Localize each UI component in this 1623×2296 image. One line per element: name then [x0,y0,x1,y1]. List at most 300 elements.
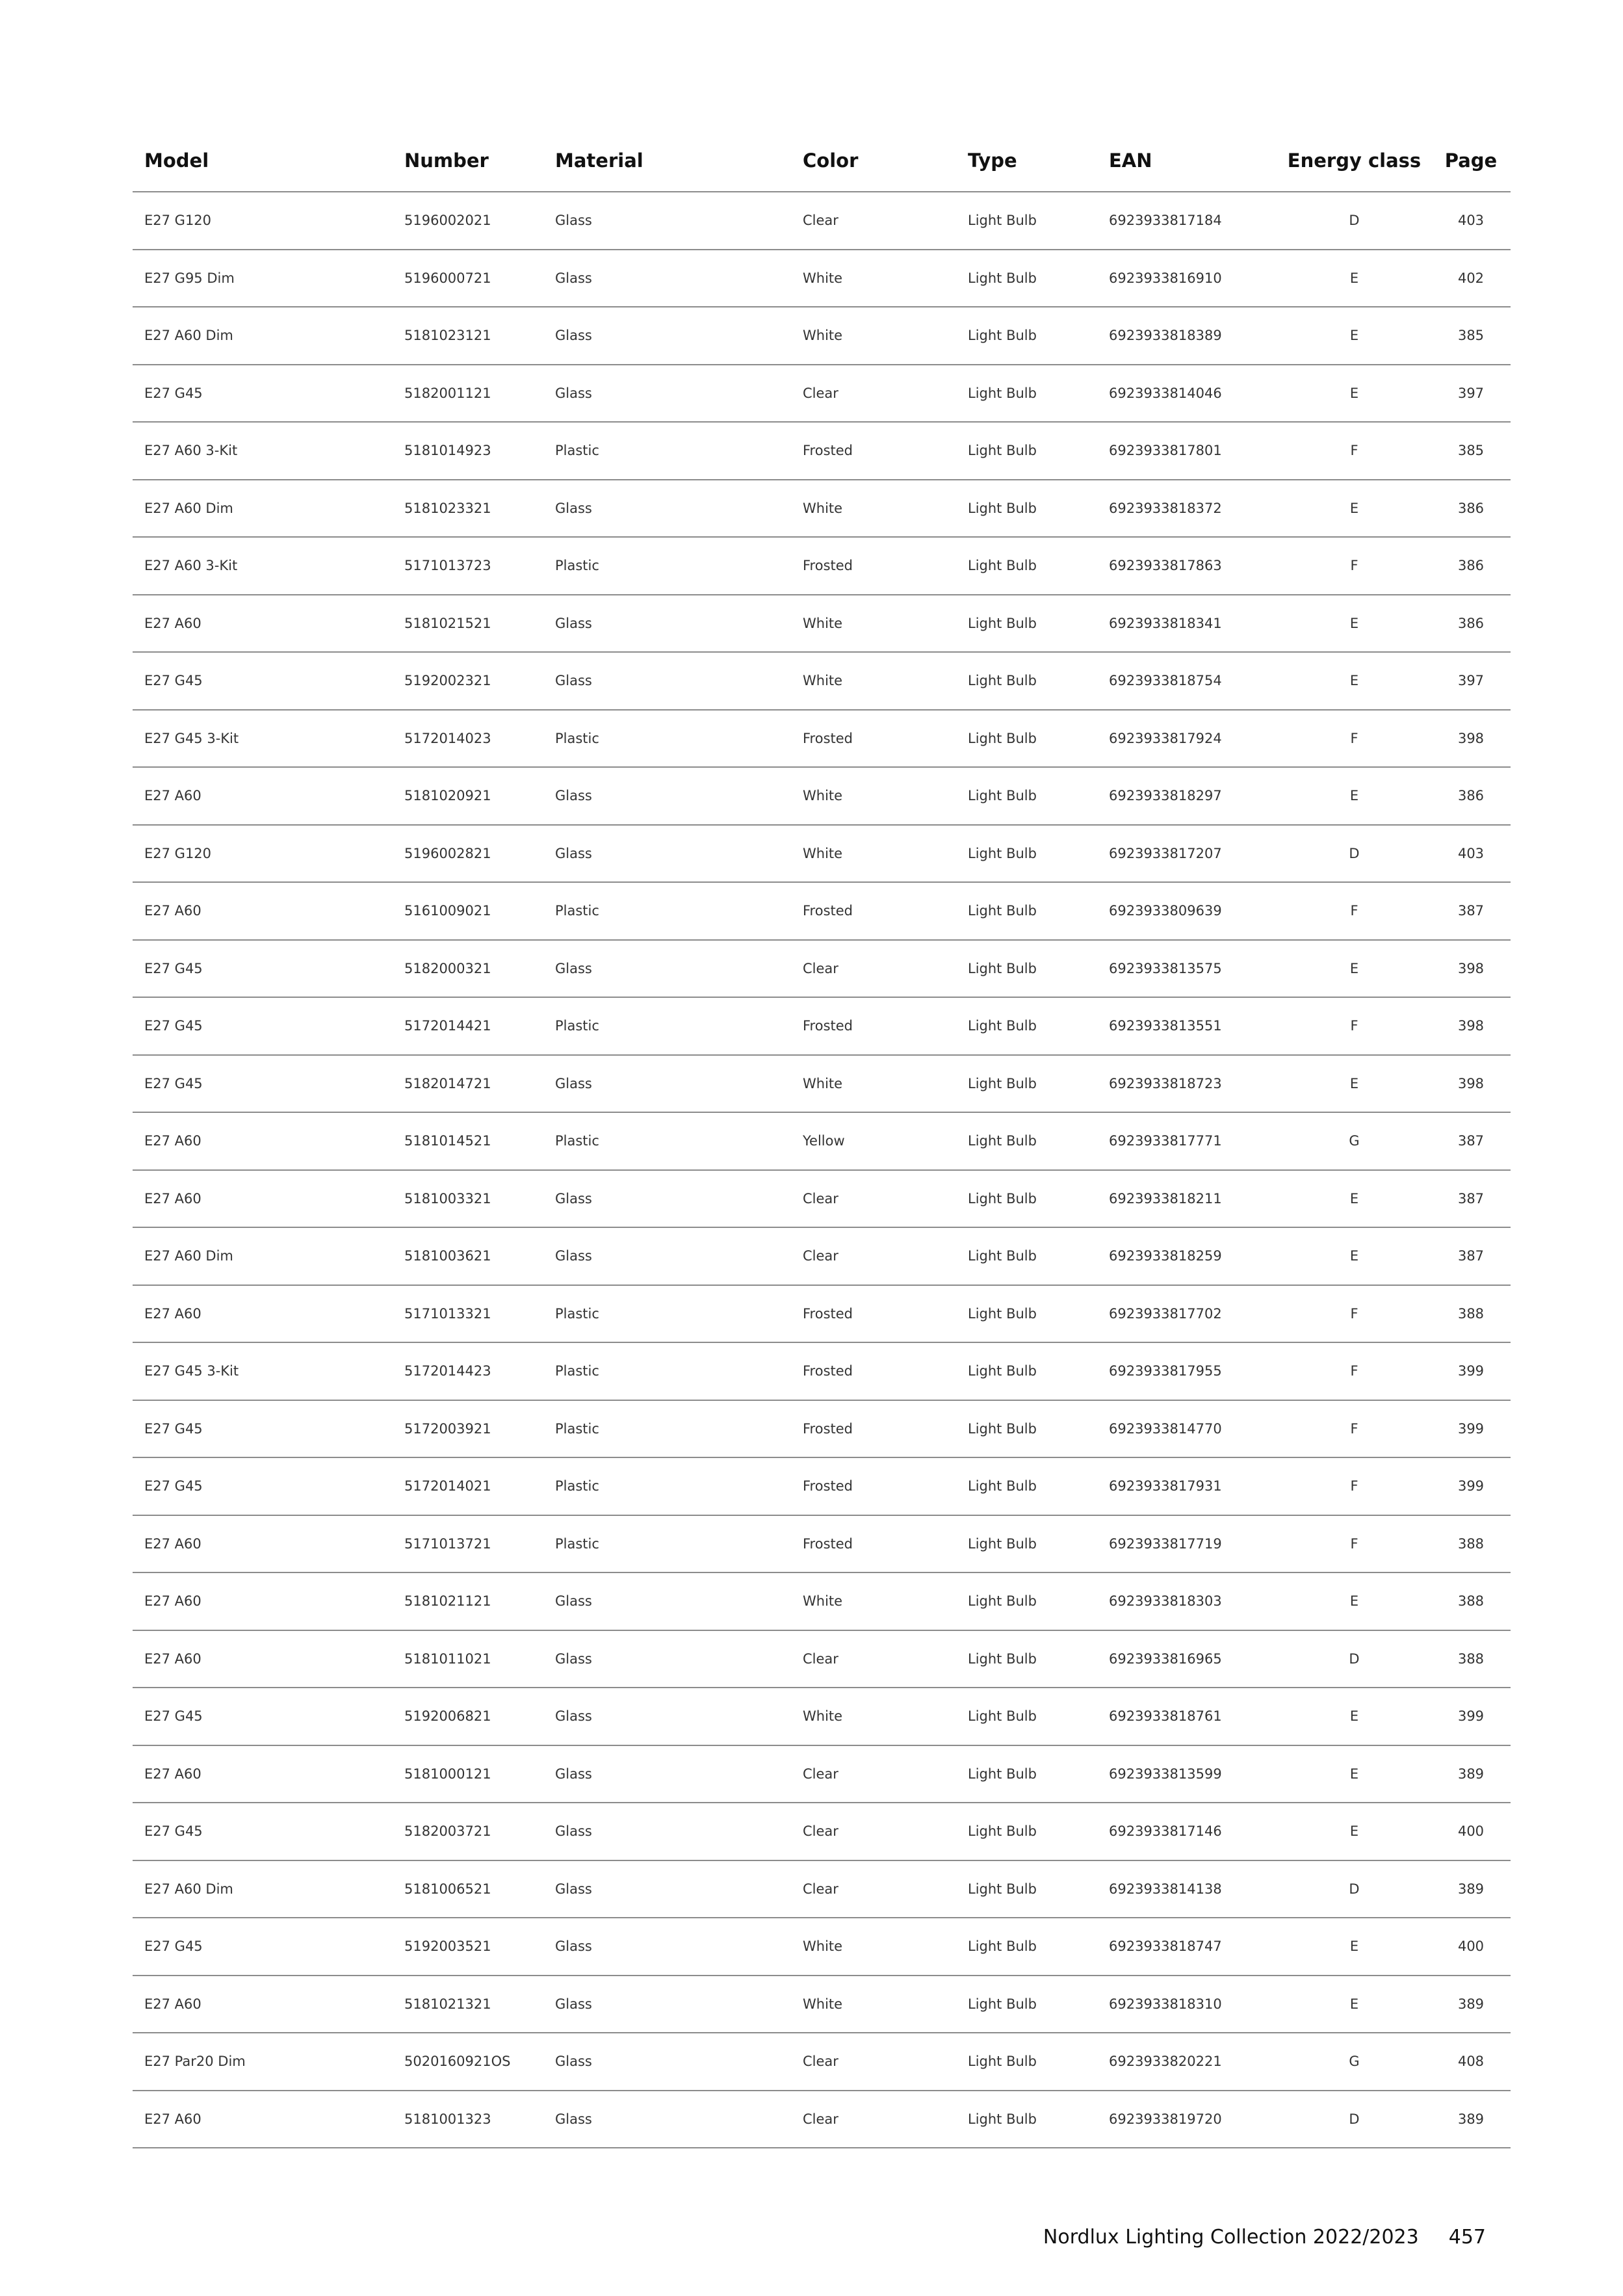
table-row [133,2091,1511,2149]
cell-type: Light Bulb [968,1305,1037,1322]
cell-model: E27 A60 Dim [144,328,233,344]
cell-model: E27 G45 3-Kit [144,1363,239,1379]
cell-color: Frosted [803,1535,853,1552]
table-header [133,130,1511,192]
table-row [133,998,1511,1056]
cell-number: 5196002021 [404,213,491,229]
cell-color: Frosted [803,1363,853,1379]
cell-ean: 6923933817924 [1109,730,1222,746]
cell-model: E27 A60 Dim [144,1248,233,1264]
cell-number: 5181020921 [404,788,491,804]
cell-energy-class: G [1349,1133,1360,1149]
cell-page: 386 [1457,500,1485,516]
cell-ean: 6923933816965 [1109,1650,1222,1667]
cell-color: Clear [803,2054,838,2070]
cell-material: Plastic [555,1363,599,1379]
cell-type: Light Bulb [968,903,1037,919]
cell-energy-class: E [1349,1823,1359,1840]
cell-energy-class: F [1350,903,1358,919]
table-row [133,1631,1511,1689]
cell-ean: 6923933817702 [1109,1305,1222,1322]
cell-page: 399 [1457,1478,1485,1494]
table-row [133,1113,1511,1171]
cell-material: Glass [555,1190,592,1207]
cell-ean: 6923933809639 [1109,903,1222,919]
cell-type: Light Bulb [968,1708,1037,1725]
cell-model: E27 Par20 Dim [144,2054,246,2070]
cell-energy-class: E [1349,1766,1359,1782]
cell-ean: 6923933817719 [1109,1535,1222,1552]
cell-number: 5196000721 [404,270,491,286]
cell-number: 5172003921 [404,1420,491,1437]
cell-energy-class: E [1349,788,1359,804]
table-row [133,826,1511,883]
cell-type: Light Bulb [968,270,1037,286]
cell-color: Frosted [803,730,853,746]
cell-number: 5171013321 [404,1305,491,1322]
cell-ean: 6923933817207 [1109,845,1222,861]
cell-ean: 6923933814046 [1109,385,1222,401]
cell-material: Glass [555,960,592,976]
footer-title: Nordlux Lighting Collection 2022/2023 [1043,2226,1419,2249]
cell-type: Light Bulb [968,558,1037,574]
cell-energy-class: D [1349,1881,1360,1897]
cell-energy-class: D [1349,1650,1360,1667]
cell-number: 5192003521 [404,1938,491,1955]
cell-page: 403 [1457,213,1485,229]
cell-page: 388 [1457,1593,1485,1610]
table-row [133,1746,1511,1804]
cell-color: Frosted [803,558,853,574]
cell-type: Light Bulb [968,960,1037,976]
cell-material: Plastic [555,1420,599,1437]
table-body [133,192,1511,2148]
cell-material: Glass [555,2054,592,2070]
header-type: Type [968,150,1017,172]
cell-material: Glass [555,1996,592,2012]
cell-ean: 6923933819720 [1109,2111,1222,2127]
header-model: Model [144,150,209,172]
cell-number: 5196002821 [404,845,491,861]
cell-color: Frosted [803,903,853,919]
cell-color: Clear [803,960,838,976]
cell-color: Yellow [803,1133,845,1149]
cell-ean: 6923933817955 [1109,1363,1222,1379]
cell-model: E27 A60 [144,1133,201,1149]
table-row [133,1171,1511,1229]
cell-number: 5181021121 [404,1593,491,1610]
cell-material: Glass [555,1881,592,1897]
cell-number: 5182000321 [404,960,491,976]
cell-page: 385 [1457,443,1485,459]
table-row [133,1286,1511,1344]
cell-model: E27 G45 [144,1420,203,1437]
cell-type: Light Bulb [968,1190,1037,1207]
cell-material: Glass [555,270,592,286]
cell-page: 389 [1457,2111,1485,2127]
table-row [133,1573,1511,1631]
table-row [133,250,1511,308]
cell-page: 400 [1457,1938,1485,1955]
cell-type: Light Bulb [968,1018,1037,1034]
cell-number: 5181021521 [404,615,491,631]
cell-material: Glass [555,673,592,689]
cell-ean: 6923933818303 [1109,1593,1222,1610]
cell-material: Glass [555,1593,592,1610]
cell-ean: 6923933820221 [1109,2054,1222,2070]
cell-color: Clear [803,2111,838,2127]
cell-energy-class: E [1349,270,1359,286]
cell-material: Glass [555,500,592,516]
cell-page: 387 [1457,1133,1485,1149]
cell-number: 5182001121 [404,385,491,401]
cell-number: 5172014021 [404,1478,491,1494]
cell-type: Light Bulb [968,1938,1037,1955]
cell-type: Light Bulb [968,1248,1037,1264]
table-row [133,1228,1511,1286]
cell-ean: 6923933818310 [1109,1996,1222,2012]
cell-number: 5172014421 [404,1018,491,1034]
header-page: Page [1444,150,1498,172]
cell-material: Glass [555,1075,592,1091]
cell-type: Light Bulb [968,1420,1037,1437]
cell-ean: 6923933814770 [1109,1420,1222,1437]
cell-color: White [803,788,843,804]
cell-type: Light Bulb [968,1478,1037,1494]
cell-color: White [803,673,843,689]
cell-model: E27 A60 [144,1190,201,1207]
table-row [133,2033,1511,2091]
cell-model: E27 G45 [144,1938,203,1955]
cell-color: Clear [803,1190,838,1207]
cell-number: 5192006821 [404,1708,491,1725]
table-row [133,941,1511,998]
cell-color: Frosted [803,443,853,459]
table-row [133,1918,1511,1976]
cell-model: E27 G95 Dim [144,270,235,286]
cell-material: Glass [555,788,592,804]
cell-model: E27 A60 [144,903,201,919]
cell-type: Light Bulb [968,1881,1037,1897]
cell-ean: 6923933818259 [1109,1248,1222,1264]
header-color: Color [803,150,859,172]
cell-material: Plastic [555,443,599,459]
cell-color: Frosted [803,1018,853,1034]
cell-number: 5182003721 [404,1823,491,1840]
cell-ean: 6923933814138 [1109,1881,1222,1897]
cell-material: Plastic [555,558,599,574]
cell-type: Light Bulb [968,1593,1037,1610]
cell-type: Light Bulb [968,1766,1037,1782]
cell-model: E27 G120 [144,845,212,861]
cell-model: E27 A60 3-Kit [144,558,238,574]
table-row [133,595,1511,653]
table-row [133,1688,1511,1746]
cell-type: Light Bulb [968,500,1037,516]
cell-color: Clear [803,1650,838,1667]
cell-color: Clear [803,385,838,401]
table-row [133,883,1511,941]
cell-material: Glass [555,1650,592,1667]
cell-color: White [803,1708,843,1725]
table-row [133,653,1511,711]
cell-model: E27 A60 [144,2111,201,2127]
cell-ean: 6923933817771 [1109,1133,1222,1149]
table-row [133,711,1511,768]
footer-page-number: 457 [1448,2226,1486,2249]
cell-page: 386 [1457,558,1485,574]
cell-ean: 6923933818754 [1109,673,1222,689]
product-table [133,130,1511,2148]
cell-energy-class: F [1350,1478,1358,1494]
cell-number: 5020160921OS [404,2054,511,2070]
table-row [133,1803,1511,1861]
table-row [133,538,1511,595]
cell-color: White [803,328,843,344]
cell-material: Glass [555,1766,592,1782]
cell-ean: 6923933817801 [1109,443,1222,459]
cell-color: Frosted [803,1478,853,1494]
cell-ean: 6923933817146 [1109,1823,1222,1840]
cell-ean: 6923933818211 [1109,1190,1222,1207]
cell-page: 387 [1457,903,1485,919]
cell-number: 5181011021 [404,1650,491,1667]
cell-page: 388 [1457,1650,1485,1667]
cell-page: 399 [1457,1420,1485,1437]
cell-number: 5181006521 [404,1881,491,1897]
cell-page: 385 [1457,328,1485,344]
cell-model: E27 A60 [144,1766,201,1782]
cell-number: 5181003621 [404,1248,491,1264]
cell-type: Light Bulb [968,845,1037,861]
cell-model: E27 A60 [144,1593,201,1610]
cell-model: E27 A60 [144,1305,201,1322]
cell-energy-class: E [1349,1708,1359,1725]
cell-type: Light Bulb [968,2054,1037,2070]
cell-ean: 6923933813599 [1109,1766,1222,1782]
cell-material: Plastic [555,730,599,746]
cell-model: E27 A60 Dim [144,500,233,516]
table-row [133,1056,1511,1114]
cell-number: 5181021321 [404,1996,491,2012]
table-row [133,307,1511,365]
cell-material: Glass [555,1708,592,1725]
cell-ean: 6923933818341 [1109,615,1222,631]
cell-material: Glass [555,845,592,861]
cell-model: E27 A60 Dim [144,1881,233,1897]
cell-material: Glass [555,615,592,631]
cell-energy-class: E [1349,500,1359,516]
cell-color: White [803,1075,843,1091]
cell-page: 386 [1457,788,1485,804]
cell-color: Clear [803,1823,838,1840]
cell-number: 5181023321 [404,500,491,516]
cell-material: Glass [555,213,592,229]
cell-energy-class: E [1349,1075,1359,1091]
cell-model: E27 G45 [144,385,203,401]
table-row [133,1401,1511,1459]
cell-page: 398 [1457,1018,1485,1034]
cell-energy-class: D [1349,213,1360,229]
cell-page: 388 [1457,1305,1485,1322]
cell-energy-class: F [1350,1018,1358,1034]
cell-ean: 6923933817863 [1109,558,1222,574]
cell-type: Light Bulb [968,1996,1037,2012]
cell-page: 389 [1457,1996,1485,2012]
cell-ean: 6923933813551 [1109,1018,1222,1034]
table-row [133,768,1511,826]
cell-type: Light Bulb [968,1133,1037,1149]
cell-page: 397 [1457,385,1485,401]
cell-ean: 6923933818761 [1109,1708,1222,1725]
cell-type: Light Bulb [968,1823,1037,1840]
cell-material: Plastic [555,903,599,919]
cell-model: E27 G45 [144,1018,203,1034]
cell-color: White [803,500,843,516]
cell-page: 408 [1457,2054,1485,2070]
header-number: Number [404,150,489,172]
cell-ean: 6923933816910 [1109,270,1222,286]
cell-model: E27 G45 3-Kit [144,730,239,746]
cell-material: Glass [555,1938,592,1955]
header-material: Material [555,150,643,172]
cell-material: Plastic [555,1133,599,1149]
cell-energy-class: E [1349,1190,1359,1207]
cell-energy-class: F [1350,1535,1358,1552]
cell-energy-class: E [1349,1248,1359,1264]
cell-material: Plastic [555,1535,599,1552]
cell-page: 386 [1457,615,1485,631]
cell-type: Light Bulb [968,1535,1037,1552]
cell-model: E27 G45 [144,1478,203,1494]
table-row [133,1976,1511,2034]
cell-model: E27 G120 [144,213,212,229]
cell-ean: 6923933817931 [1109,1478,1222,1494]
cell-page: 387 [1457,1190,1485,1207]
cell-type: Light Bulb [968,385,1037,401]
cell-material: Glass [555,1823,592,1840]
cell-number: 5172014423 [404,1363,491,1379]
cell-color: Frosted [803,1305,853,1322]
cell-ean: 6923933818372 [1109,500,1222,516]
cell-energy-class: F [1350,1420,1358,1437]
cell-color: White [803,1938,843,1955]
cell-type: Light Bulb [968,673,1037,689]
cell-energy-class: G [1349,2054,1360,2070]
cell-material: Plastic [555,1478,599,1494]
cell-ean: 6923933818297 [1109,788,1222,804]
cell-type: Light Bulb [968,443,1037,459]
cell-page: 399 [1457,1708,1485,1725]
cell-color: Clear [803,1881,838,1897]
cell-number: 5192002321 [404,673,491,689]
cell-ean: 6923933818747 [1109,1938,1222,1955]
cell-page: 389 [1457,1881,1485,1897]
cell-page: 402 [1457,270,1485,286]
cell-model: E27 G45 [144,1823,203,1840]
cell-page: 399 [1457,1363,1485,1379]
cell-material: Plastic [555,1305,599,1322]
cell-energy-class: D [1349,845,1360,861]
cell-type: Light Bulb [968,2111,1037,2127]
cell-color: Frosted [803,1420,853,1437]
cell-model: E27 G45 [144,1708,203,1725]
cell-number: 5161009021 [404,903,491,919]
cell-ean: 6923933818389 [1109,328,1222,344]
cell-color: White [803,1593,843,1610]
cell-model: E27 G45 [144,673,203,689]
table-row [133,192,1511,250]
cell-energy-class: F [1350,1305,1358,1322]
cell-model: E27 A60 [144,1650,201,1667]
cell-ean: 6923933813575 [1109,960,1222,976]
table-row [133,1458,1511,1516]
table-row [133,1516,1511,1574]
cell-type: Light Bulb [968,1650,1037,1667]
cell-energy-class: E [1349,1996,1359,2012]
cell-energy-class: E [1349,673,1359,689]
cell-model: E27 A60 [144,788,201,804]
cell-ean: 6923933818723 [1109,1075,1222,1091]
cell-number: 5181000121 [404,1766,491,1782]
cell-type: Light Bulb [968,615,1037,631]
cell-number: 5181014923 [404,443,491,459]
cell-model: E27 A60 [144,1535,201,1552]
table-row [133,365,1511,423]
cell-page: 400 [1457,1823,1485,1840]
cell-energy-class: F [1350,1363,1358,1379]
cell-type: Light Bulb [968,328,1037,344]
cell-energy-class: F [1350,730,1358,746]
cell-number: 5181014521 [404,1133,491,1149]
cell-color: White [803,270,843,286]
cell-page: 389 [1457,1766,1485,1782]
cell-type: Light Bulb [968,1075,1037,1091]
cell-model: E27 G45 [144,1075,203,1091]
cell-page: 398 [1457,730,1485,746]
cell-page: 397 [1457,673,1485,689]
header-ean: EAN [1109,150,1152,172]
cell-energy-class: E [1349,1938,1359,1955]
cell-energy-class: E [1349,615,1359,631]
cell-type: Light Bulb [968,213,1037,229]
cell-energy-class: F [1350,443,1358,459]
cell-color: White [803,845,843,861]
cell-model: E27 A60 [144,1996,201,2012]
page-footer [0,2226,1486,2249]
header-energy-class: Energy class [1287,150,1422,172]
cell-type: Light Bulb [968,1363,1037,1379]
cell-color: Clear [803,1248,838,1264]
cell-energy-class: D [1349,2111,1360,2127]
cell-page: 398 [1457,960,1485,976]
table-row [133,1861,1511,1919]
table-row [133,480,1511,538]
cell-energy-class: E [1349,385,1359,401]
cell-number: 5171013721 [404,1535,491,1552]
cell-ean: 6923933817184 [1109,213,1222,229]
cell-page: 388 [1457,1535,1485,1552]
cell-model: E27 A60 3-Kit [144,443,238,459]
cell-material: Glass [555,1248,592,1264]
cell-number: 5181003321 [404,1190,491,1207]
cell-number: 5172014023 [404,730,491,746]
cell-energy-class: F [1350,558,1358,574]
cell-energy-class: E [1349,960,1359,976]
table-row [133,423,1511,480]
cell-type: Light Bulb [968,788,1037,804]
cell-number: 5171013723 [404,558,491,574]
